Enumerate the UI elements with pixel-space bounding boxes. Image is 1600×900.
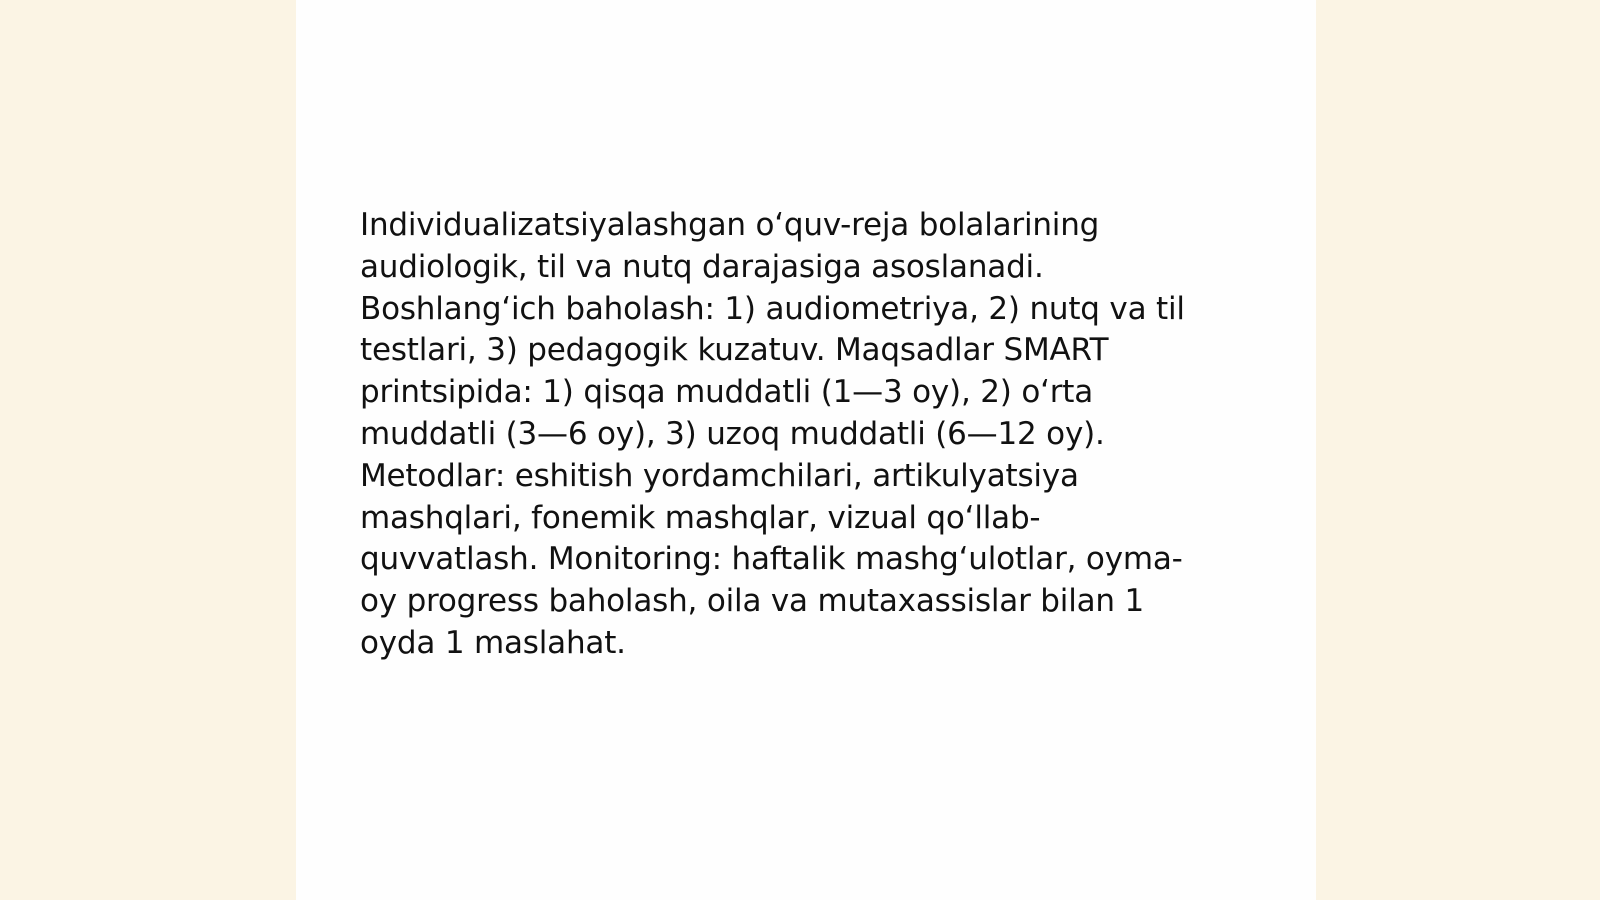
- document-page: [296, 0, 1316, 900]
- body-paragraph: Individualizatsiyalashgan o‘quv-reja bolalarining audiologik, til va nutq darajasiga asoslanadi. Boshlang‘ich baholash: 1) audiometriya, 2) nutq va til testlari, 3) pedagogik kuzatuv. Maqsadlar SMART printsipida: 1) qisqa muddatli (1—3 oy), 2) o‘rta muddatli (3—6 oy), 3) uzoq muddatli (6—12 oy). Metodlar: eshitish yordamchilari, artikulyatsiya mashqlari, fonemik mashqlar, vizual qo‘llab- quvvatlash. Monitoring: haftalik mashg‘ulotlar, oyma- oy progress baholash, oila va mutaxassislar bilan 1 oyda 1 maslahat.: [360, 207, 1185, 661]
